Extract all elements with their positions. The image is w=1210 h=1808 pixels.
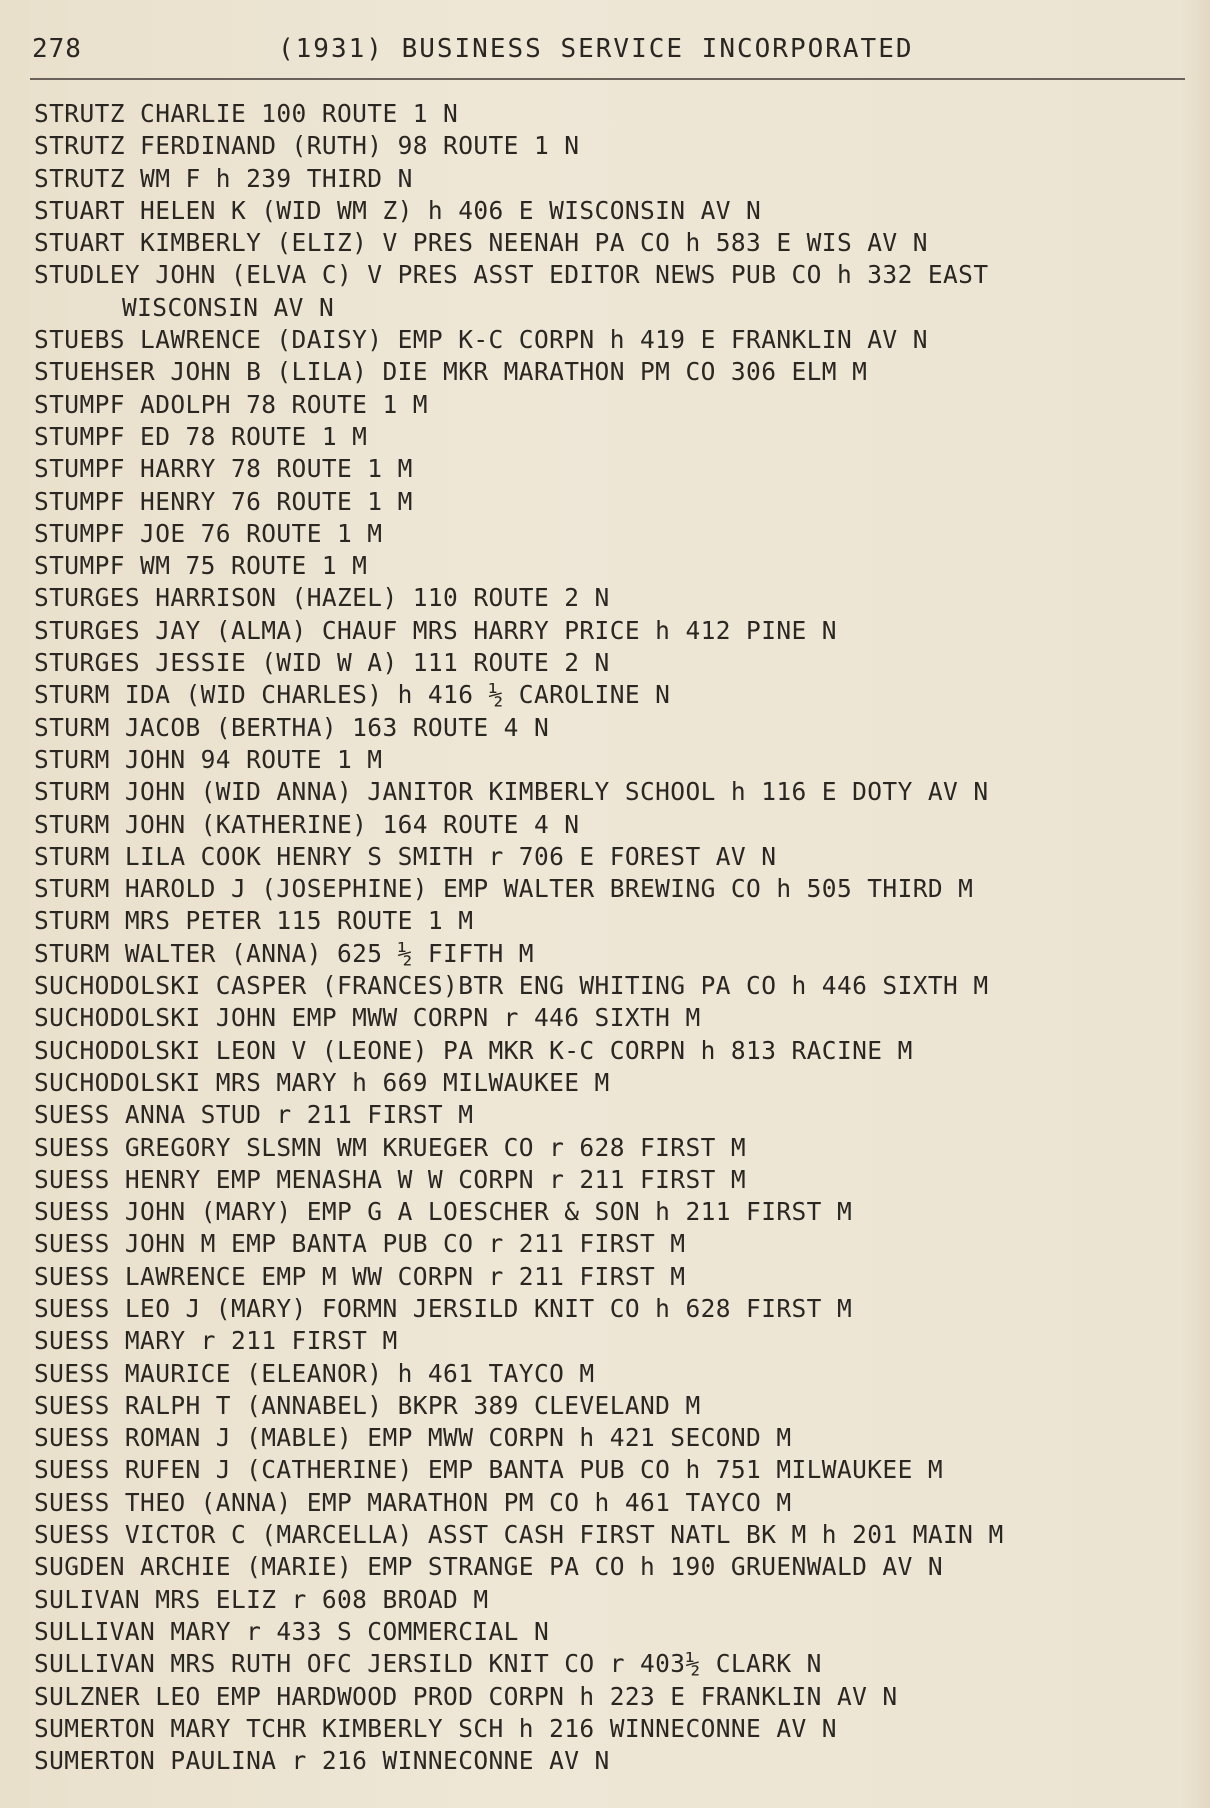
directory-entry: STURM HAROLD J (JOSEPHINE) EMP WALTER BREWING CO h 505 THIRD M [34, 874, 974, 904]
directory-entry: STURM LILA COOK HENRY S SMITH r 706 E FOREST AV N [34, 841, 777, 871]
directory-entry: SUCHODOLSKI MRS MARY h 669 MILWAUKEE M [34, 1067, 610, 1097]
directory-entry: STURGES JESSIE (WID W A) 111 ROUTE 2 N [34, 648, 610, 678]
directory-entry: SUESS LEO J (MARY) FORMN JERSILD KNIT CO h 628 FIRST M [34, 1293, 853, 1323]
directory-entry: SUESS ROMAN J (MABLE) EMP MWW CORPN h 421 SECOND M [34, 1423, 792, 1453]
directory-entry: STUEBS LAWRENCE (DAISY) EMP K-C CORPN h 419 E FRANKLIN AV N [34, 325, 928, 355]
directory-entry: STURM JOHN (KATHERINE) 164 ROUTE 4 N [34, 809, 580, 839]
directory-entry: STUART HELEN K (WID WM Z) h 406 E WISCONSIN AV N [34, 195, 762, 225]
directory-entry: STUMPF ADOLPH 78 ROUTE 1 M [34, 389, 428, 419]
directory-entry: SUMERTON PAULINA r 216 WINNECONNE AV N [34, 1746, 610, 1776]
directory-entry: SUESS GREGORY SLSMN WM KRUEGER CO r 628 FIRST M [34, 1132, 747, 1162]
directory-entry: SULLIVAN MARY r 433 S COMMERCIAL N [34, 1616, 550, 1646]
directory-entry: STURM JOHN (WID ANNA) JANITOR KIMBERLY SCHOOL h 116 E DOTY AV N [34, 777, 989, 807]
directory-entry: SUESS LAWRENCE EMP M WW CORPN r 211 FIRST M [34, 1261, 686, 1291]
directory-entry: STUEHSER JOHN B (LILA) DIE MKR MARATHON PM CO 306 ELM M [34, 357, 868, 387]
directory-entry: SUCHODOLSKI CASPER (FRANCES)BTR ENG WHITING PA CO h 446 SIXTH M [34, 971, 989, 1001]
page-title: (1931) BUSINESS SERVICE INCORPORATED [278, 34, 914, 64]
directory-entry: STRUTZ FERDINAND (RUTH) 98 ROUTE 1 N [34, 131, 580, 161]
directory-entry: STUMPF HARRY 78 ROUTE 1 M [34, 454, 413, 484]
directory-entry: SUESS VICTOR C (MARCELLA) ASST CASH FIRST NATL BK M h 201 MAIN M [34, 1520, 1004, 1550]
directory-entry: STURM MRS PETER 115 ROUTE 1 M [34, 906, 474, 936]
directory-entry: STUDLEY JOHN (ELVA C) V PRES ASST EDITOR NEWS PUB CO h 332 EAST [34, 260, 989, 290]
directory-entry-continuation: WISCONSIN AV N [122, 292, 335, 322]
header-rule [30, 78, 1185, 80]
page-edge-shadow [1180, 0, 1210, 1808]
directory-entry: STUMPF JOE 76 ROUTE 1 M [34, 518, 383, 548]
directory-entry: SUESS JOHN (MARY) EMP G A LOESCHER & SON h 211 FIRST M [34, 1197, 853, 1227]
directory-entry: STURGES JAY (ALMA) CHAUF MRS HARRY PRICE h 412 PINE N [34, 615, 837, 645]
directory-entry: SUESS THEO (ANNA) EMP MARATHON PM CO h 461 TAYCO M [34, 1487, 792, 1517]
directory-entry: SUESS RUFEN J (CATHERINE) EMP BANTA PUB CO h 751 MILWAUKEE M [34, 1455, 944, 1485]
directory-entry: STURGES HARRISON (HAZEL) 110 ROUTE 2 N [34, 583, 610, 613]
directory-entry: STRUTZ WM F h 239 THIRD N [34, 163, 413, 193]
directory-entry: STUMPF WM 75 ROUTE 1 M [34, 551, 368, 581]
directory-entry: SUESS JOHN M EMP BANTA PUB CO r 211 FIRST M [34, 1229, 686, 1259]
directory-entry: STUART KIMBERLY (ELIZ) V PRES NEENAH PA CO h 583 E WIS AV N [34, 228, 928, 258]
directory-entry: STUMPF HENRY 76 ROUTE 1 M [34, 486, 413, 516]
directory-entry: SUESS MAURICE (ELEANOR) h 461 TAYCO M [34, 1358, 595, 1388]
directory-entry: STURM IDA (WID CHARLES) h 416 ½ CAROLINE N [34, 680, 671, 710]
directory-listing [34, 98, 1184, 1777]
directory-entry: SUCHODOLSKI JOHN EMP MWW CORPN r 446 SIXTH M [34, 1003, 701, 1033]
directory-entry: STURM JOHN 94 ROUTE 1 M [34, 744, 383, 774]
directory-entry: SUMERTON MARY TCHR KIMBERLY SCH h 216 WINNECONNE AV N [34, 1713, 837, 1743]
directory-entry: STUMPF ED 78 ROUTE 1 M [34, 421, 368, 451]
directory-entry: STURM JACOB (BERTHA) 163 ROUTE 4 N [34, 712, 550, 742]
directory-entry: SULIVAN MRS ELIZ r 608 BROAD M [34, 1584, 489, 1614]
directory-entry: SULLIVAN MRS RUTH OFC JERSILD KNIT CO r 403½ CLARK N [34, 1649, 822, 1679]
directory-entry: STRUTZ CHARLIE 100 ROUTE 1 N [34, 99, 459, 128]
directory-entry: SUGDEN ARCHIE (MARIE) EMP STRANGE PA CO h 190 GRUENWALD AV N [34, 1552, 944, 1582]
directory-entry: SUESS ANNA STUD r 211 FIRST M [34, 1100, 474, 1130]
page-header [32, 30, 1182, 70]
directory-entry: STURM WALTER (ANNA) 625 ½ FIFTH M [34, 938, 534, 968]
directory-entry: SUESS RALPH T (ANNABEL) BKPR 389 CLEVELAND M [34, 1390, 701, 1420]
directory-entry: SULZNER LEO EMP HARDWOOD PROD CORPN h 223 E FRANKLIN AV N [34, 1681, 898, 1711]
directory-entry: SUCHODOLSKI LEON V (LEONE) PA MKR K-C CORPN h 813 RACINE M [34, 1035, 913, 1065]
page-number: 278 [32, 34, 82, 64]
directory-entry: SUESS MARY r 211 FIRST M [34, 1326, 398, 1356]
directory-entry: SUESS HENRY EMP MENASHA W W CORPN r 211 FIRST M [34, 1164, 747, 1194]
